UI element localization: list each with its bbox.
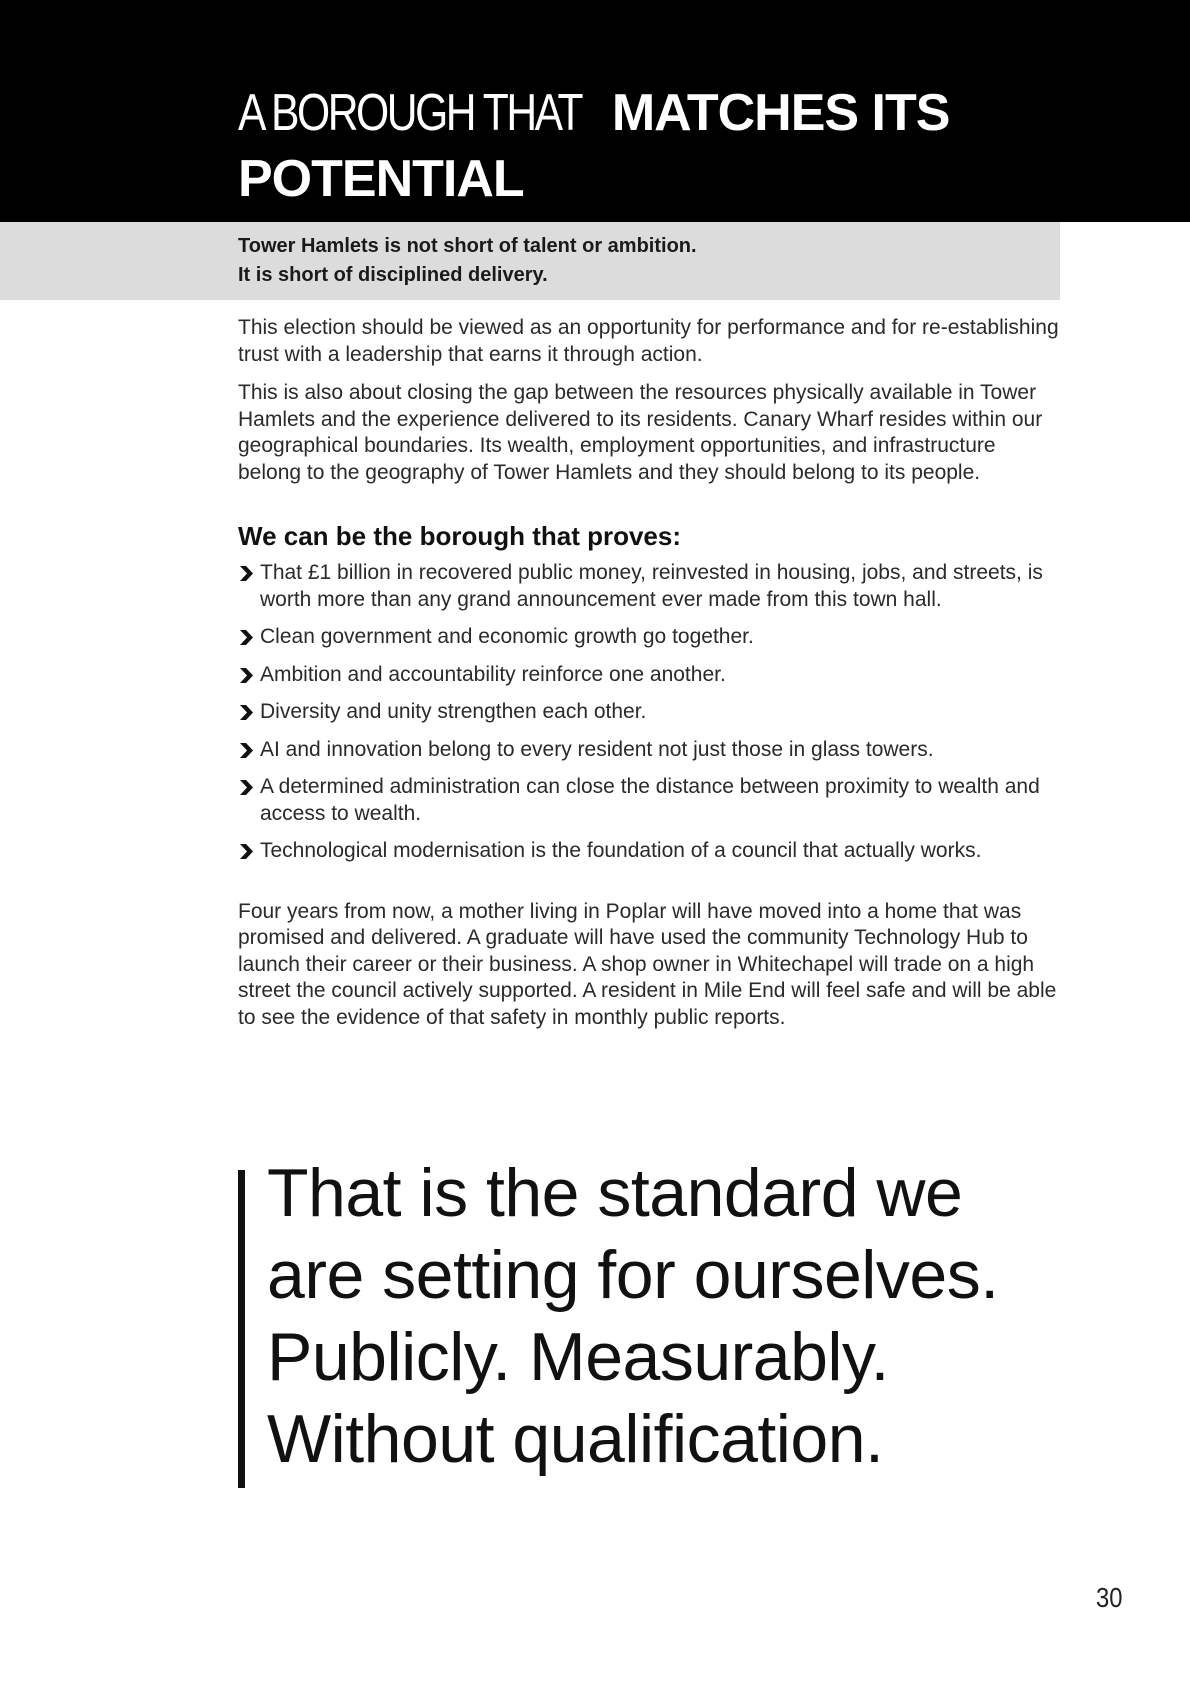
bullet-item — [238, 699, 1062, 726]
quote-line-1: That is the standard we — [267, 1155, 963, 1231]
bullet-text: Diversity and unity strengthen each other. — [260, 700, 647, 723]
quote-line-4: Without qualification. — [267, 1401, 884, 1477]
bullet-item — [238, 662, 1062, 689]
intro-callout — [238, 232, 1038, 290]
chevron-right-icon — [238, 667, 254, 684]
page-title-light: A BOROUGH THAT — [238, 84, 582, 142]
pull-quote-text — [267, 1152, 1078, 1480]
intro-line-1: Tower Hamlets is not short of talent or ambition. — [238, 235, 697, 257]
page-title-bold-2: POTENTIAL — [238, 150, 524, 208]
page-title — [238, 80, 1138, 212]
bullet-text: Ambition and accountability reinforce one another. — [260, 662, 726, 686]
paragraph-2: This is also about closing the gap between the resources physically available in Tower Hamlets and the experience delivered to its residents. Canary Wharf resides within our geographical boundaries. Its wealth, employment opportunities, and infrastructure belong to the geography of Tower Hamlets and they should belong to its people. — [238, 381, 1043, 484]
bullet-text: Clean government and economic growth go together. — [260, 625, 754, 648]
paragraph-3: Four years from now, a mother living in Poplar will have moved into a home that was promised and delivered. A graduate will have used the community Technology Hub to launch their career or their business. A shop owner in Whitechapel will trade on a high street the council actively supported. A resident in Mile End will feel safe and will be able to see the evidence of that safety in monthly public reports. — [238, 899, 1057, 1029]
intro-line-2: It is short of disciplined delivery. — [238, 264, 548, 286]
quote-line-2: are setting for ourselves. — [267, 1237, 999, 1313]
bullet-item — [238, 838, 1062, 865]
section-heading: We can be the borough that proves: — [238, 521, 682, 551]
bullet-item — [238, 737, 1062, 764]
paragraph-1: This election should be viewed as an opportunity for performance and for re-establishing trust with a leadership that earns it through action. — [238, 316, 1059, 366]
page-title-bold-1: MATCHES ITS — [611, 84, 950, 142]
bullet-text: That £1 billion in recovered public money, reinvested in housing, jobs, and streets, is worth more than any grand announcement ever made from this town hall. — [260, 561, 1043, 611]
quote-line-3: Publicly. Measurably. — [267, 1319, 889, 1395]
bullet-list — [238, 560, 1062, 865]
bullet-item — [238, 774, 1062, 827]
chevron-right-icon — [238, 629, 254, 646]
bullet-text: AI and innovation belong to every resident not just those in glass towers. — [260, 737, 934, 761]
bullet-text: Technological modernisation is the foundation of a council that actually works. — [260, 839, 982, 862]
chevron-right-icon — [238, 843, 254, 860]
main-content — [238, 315, 1062, 1043]
chevron-right-icon — [238, 779, 254, 796]
bullet-item — [238, 560, 1062, 613]
chevron-right-icon — [238, 742, 254, 759]
chevron-right-icon — [238, 565, 254, 582]
page-number: 30 — [1096, 1582, 1123, 1613]
pull-quote — [238, 1155, 1078, 1488]
chevron-right-icon — [238, 704, 254, 721]
bullet-text: A determined administration can close the distance between proximity to wealth and access to wealth. — [260, 775, 1040, 825]
bullet-item — [238, 624, 1062, 651]
